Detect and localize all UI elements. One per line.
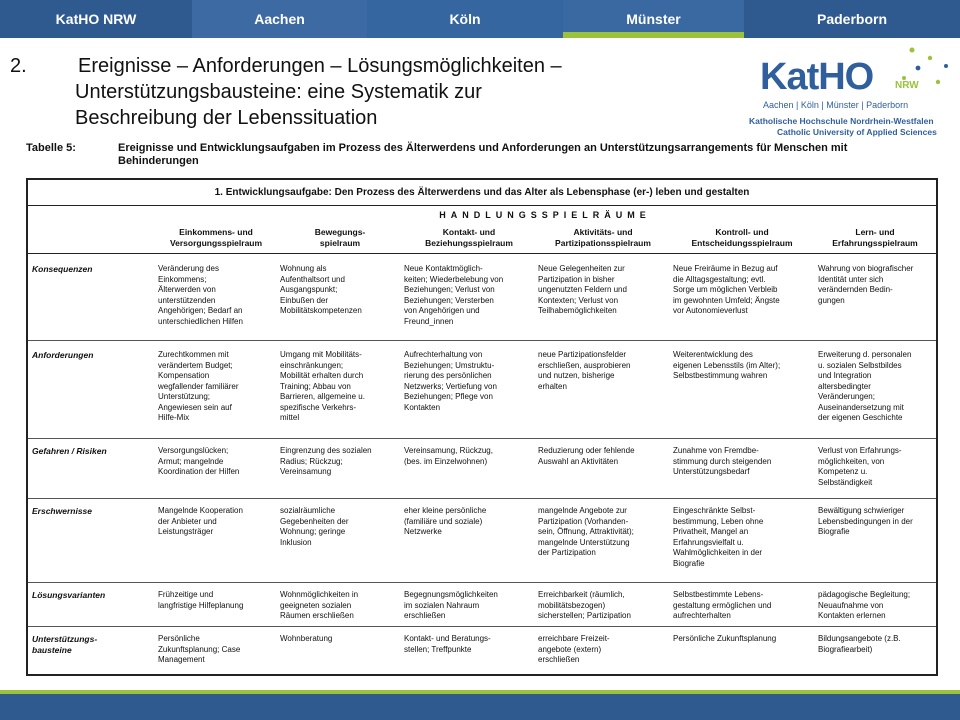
table-cell: erreichbare Freizeit- angebote (extern) erschließen xyxy=(538,634,610,664)
table-group-header: HANDLUNGSSPIELRÄUME xyxy=(439,210,651,220)
table-cell: pädagogische Begleitung; Neuaufnahme von Kontakten erlernen xyxy=(818,590,911,620)
table-cell: Zunahme von Fremdbe- stimmung durch steigenden Unterstützungsbedarf xyxy=(673,446,772,476)
table-cell: Wohnberatung xyxy=(280,634,333,643)
table-cell: Mangelnde Kooperation der Anbieter und Leistungsträger xyxy=(158,506,243,536)
table-cell: Erreichbarkeit (räumlich, mobilitätsbezogen) sicherstellen; Partizipation xyxy=(538,590,631,620)
table-cell: Zurechtkommen mit verändertem Budget; Kompensation wegfallender familiärer Unterstützung; Angewiesen sein auf Hilfe-Mix xyxy=(158,350,239,422)
nav-tab-muenster[interactable]: Münster xyxy=(563,0,744,38)
heading-number: 2. xyxy=(10,55,27,77)
table-cell: Begegnungsmöglichkeiten im sozialen Nahraum erschließen xyxy=(404,590,498,620)
row-label-loesungsvarianten: Lösungsvarianten xyxy=(32,590,106,600)
row-label-erschwernisse: Erschwernisse xyxy=(32,506,93,516)
header-divider xyxy=(28,253,936,254)
row-label-konsequenzen: Konsequenzen xyxy=(32,264,93,274)
table-cell: Frühzeitige und langfristige Hilfeplanung xyxy=(158,590,244,610)
table-cell: Weiterentwicklung des eigenen Lebensstils (im Alter); Selbstbestimmung wahren xyxy=(673,350,781,380)
footer-bar xyxy=(0,694,960,720)
table-cell: mangelnde Angebote zur Partizipation (Vorhanden- sein, Öffnung, Attraktivität); mangelnde Unterstützung der Partizipation xyxy=(538,506,634,557)
logo-name: KatHO xyxy=(760,56,874,98)
row-divider xyxy=(28,438,936,439)
table-cell: Veränderung des Einkommens; Älterwerden von unterstützenden Angehörigen; Bedarf an unterschiedlichen Hilfen xyxy=(158,264,243,326)
nav-tab-aachen[interactable]: Aachen xyxy=(192,0,367,38)
katho-logo xyxy=(749,44,955,139)
row-divider xyxy=(28,340,936,341)
row-divider xyxy=(28,626,936,627)
top-navigation xyxy=(0,0,960,38)
heading-line-1: Ereignisse – Anforderungen – Lösungsmöglichkeiten – xyxy=(78,55,562,77)
nav-tab-koeln[interactable]: Köln xyxy=(367,0,563,38)
row-label-unterstuetzungsbausteine: Unterstützungs- bausteine xyxy=(32,634,98,655)
column-header: Lern- und Erfahrungsspielraum xyxy=(832,227,918,248)
column-header: Bewegungs- spielraum xyxy=(314,227,366,248)
column-header: Kontroll- und Entscheidungsspielraum xyxy=(691,227,793,248)
table-cell: Selbstbestimmte Lebens- gestaltung ermöglichen und aufrechterhalten xyxy=(673,590,772,620)
logo-university-de: Katholische Hochschule Nordrhein-Westfalen xyxy=(749,116,934,126)
heading-line-3: Beschreibung der Lebenssituation xyxy=(75,107,378,129)
table-cell: Vereinsamung, Rückzug, (bes. im Einzelwohnen) xyxy=(404,446,493,466)
row-label-gefahren-risiken: Gefahren / Risiken xyxy=(32,446,107,456)
table-cell: eher kleine persönliche (familiäre und soziale) Netzwerke xyxy=(404,506,487,536)
column-header: Aktivitäts- und Partizipationsspielraum xyxy=(555,227,651,248)
table-cell: Wohnmöglichkeiten in geeigneten sozialen Räumen erschließen xyxy=(280,590,359,620)
logo-university-en: Catholic University of Applied Sciences xyxy=(777,127,937,137)
table-cell: Kontakt- und Beratungs- stellen; Treffpunkte xyxy=(404,634,491,654)
column-header: Kontakt- und Beziehungsspielraum xyxy=(425,227,513,248)
caption-text: Ereignisse und Entwicklungsaufgaben im Prozess des Älterwerdens und Anforderungen an Unterstützungsarrangements für Menschen mit Behinderungen xyxy=(118,142,848,167)
table-cell: Eingeschränkte Selbst- bestimmung, Leben ohne Privatheit, Mangel an Erfahrungsvielfalt u. Wahlmöglichkeiten in der Biografie xyxy=(673,506,764,568)
nav-tab-katho-nrw[interactable]: KatHO NRW xyxy=(0,0,192,38)
table-cell: Bewältigung schwieriger Lebensbedingungen in der Biografie xyxy=(818,506,913,536)
logo-suffix: NRW xyxy=(895,80,919,91)
row-label-anforderungen: Anforderungen xyxy=(32,350,94,360)
table-cell: Neue Gelegenheiten zur Partizipation in bisher ungenutzten Feldern und Kontexten; Verlust von Teilhabemöglichkeiten xyxy=(538,264,627,315)
table-cell: Bildungsangebote (z.B. Biografiearbeit) xyxy=(818,634,901,654)
row-divider xyxy=(28,582,936,583)
active-tab-indicator xyxy=(563,32,744,38)
row-divider xyxy=(28,498,936,499)
heading-line-2: Unterstützungsbausteine: eine Systematik zur xyxy=(75,81,482,103)
table-cell: Neue Kontaktmöglich- keiten; Wiederbelebung von Beziehungen; Verlust von Beziehungen; Versterben von Angehörigen und Freund_innen xyxy=(404,264,504,326)
table-cell: Wahrung von biografischer Identität unter sich verändernden Bedin- gungen xyxy=(818,264,914,305)
table-cell: Persönliche Zukunftsplanung xyxy=(673,634,777,643)
development-task-table xyxy=(26,178,938,676)
table-cell: Reduzierung oder fehlende Auswahl an Aktivitäten xyxy=(538,446,635,466)
table-cell: Umgang mit Mobilitäts- einschränkungen; Mobilität erhalten durch Training; Abbau von Barrieren, allgemeine u. spezifische Verkehrs- mittel xyxy=(280,350,365,422)
table-cell: Erweiterung d. personalen u. sozialen Selbstbildes und Integration altersbedingter Veränderungen; Auseinandersetzung mit der eigenen Geschichte xyxy=(818,350,912,422)
table-cell: Persönliche Zukunftsplanung; Case Management xyxy=(158,634,241,664)
table-cell: Versorgungslücken; Armut; mangelnde Koordination der Hilfen xyxy=(158,446,240,476)
logo-cities: Aachen | Köln | Münster | Paderborn xyxy=(763,100,909,110)
table-cell: Wohnung als Aufenthaltsort und Ausgangspunkt; Einbußen der Mobilitätskompetenzen xyxy=(280,264,362,315)
table-cell: Aufrechterhaltung von Beziehungen; Umstruktu- rierung des persönlichen Netzwerks; Vertiefung von Beziehungen; Pflege von Kontakten xyxy=(404,350,497,412)
table-title: 1. Entwicklungsaufgabe: Den Prozess des Älterwerdens und das Alter als Lebensphase (er-) leben und gestalten xyxy=(28,180,936,206)
table-cell: sozialräumliche Gegebenheiten der Wohnung; geringe Inklusion xyxy=(280,506,349,547)
table-cell: neue Partizipationsfelder erschließen, ausprobieren und nutzen, bisherige erhalten xyxy=(538,350,631,391)
nav-tab-paderborn[interactable]: Paderborn xyxy=(744,0,960,38)
column-header: Einkommens- und Versorgungsspielraum xyxy=(169,227,263,248)
table-cell: Eingrenzung des sozialen Radius; Rückzug; Vereinsamung xyxy=(280,446,372,476)
caption-label: Tabelle 5: xyxy=(26,142,76,154)
table-cell: Verlust von Erfahrungs- möglichkeiten, von Kompetenz u. Selbständigkeit xyxy=(818,446,902,487)
table-cell: Neue Freiräume in Bezug auf die Alltagsgestaltung; evtl. Sorge um möglichen Verbleib im gewohnten Umfeld; Ängste vor Autonomieverlust xyxy=(673,264,780,315)
